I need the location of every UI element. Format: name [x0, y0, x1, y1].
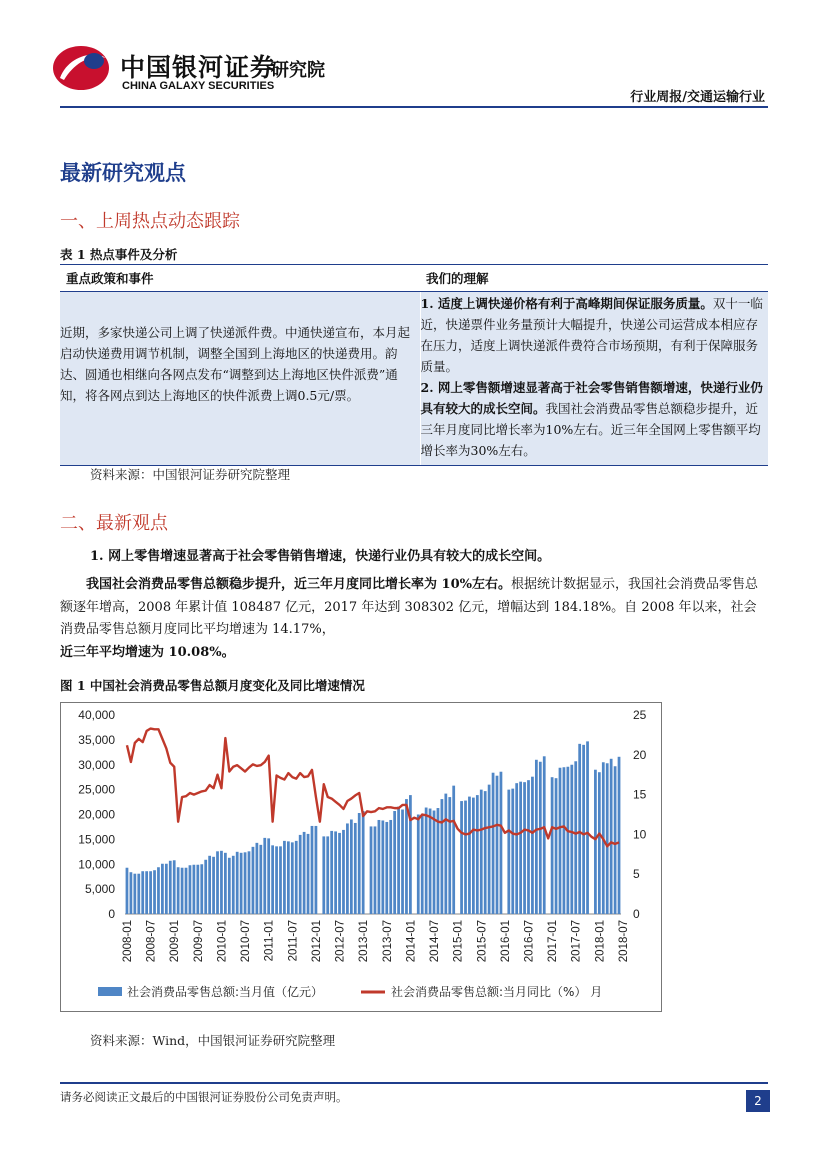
- bar: [271, 845, 274, 914]
- bar: [405, 799, 408, 914]
- bar: [315, 826, 318, 914]
- bar: [173, 860, 176, 914]
- bar: [267, 838, 270, 914]
- galaxy-logo-icon: [50, 38, 112, 96]
- bar: [145, 871, 148, 914]
- y-tick-label: 15,000: [78, 832, 115, 847]
- bar: [157, 867, 160, 914]
- x-tick-label: 2009-01: [169, 920, 182, 963]
- chart-frame: [60, 702, 662, 1012]
- bar: [535, 760, 538, 914]
- bar: [523, 782, 526, 914]
- bar: [476, 795, 479, 914]
- bar: [346, 823, 349, 914]
- bar: [303, 832, 306, 914]
- bar: [358, 813, 361, 914]
- bar: [563, 767, 566, 914]
- bar: [484, 791, 487, 914]
- para-bold-lead: 我国社会消费品零售总额稳步提升，近三年月度同比增长率为 10%左右。: [86, 577, 511, 592]
- x-tick-label: 2016-01: [499, 920, 512, 963]
- y-tick-label: 25,000: [78, 782, 115, 797]
- legend-label-bar: 社会消费品零售总额:当月值（亿元）: [127, 985, 324, 999]
- bar: [578, 744, 581, 914]
- event-text: 近期，多家快递公司上调了快递派件费。中通快递宣布，本月起启动快递费用调节机制，调整全国到上海地区的快递费用。韵达、圆通也相继向各网点发布“调整到达上海地区快件派费”通知，将各网点到达上海地区的快件派费上调0.5元/票。: [60, 325, 411, 403]
- bar: [193, 865, 196, 914]
- bar: [133, 874, 136, 914]
- bar: [559, 768, 562, 914]
- report-type: 行业周报/交通运输行业: [630, 90, 765, 105]
- bar: [185, 868, 188, 914]
- bar: [574, 761, 577, 914]
- bar: [448, 797, 451, 914]
- analysis-cell: [420, 292, 768, 466]
- bar: [570, 765, 573, 914]
- bar: [141, 871, 144, 914]
- bar: [177, 867, 180, 914]
- bar: [531, 777, 534, 914]
- bar: [606, 763, 609, 914]
- x-tick-label: 2012-07: [334, 920, 347, 963]
- x-tick-label: 2014-07: [429, 920, 442, 963]
- bar: [279, 846, 282, 914]
- bar: [421, 815, 424, 915]
- bar: [519, 782, 522, 914]
- y2-tick-label: 0: [633, 907, 640, 921]
- table-header-analysis: 我们的理解: [420, 265, 768, 292]
- x-tick-label: 2012-01: [310, 920, 323, 963]
- bar: [287, 841, 290, 914]
- bar: [153, 870, 156, 914]
- x-tick-label: 2015-07: [476, 920, 489, 963]
- bar: [322, 836, 325, 914]
- analysis-point-1-bold: 1. 适度上调快递价格有利于高峰期间保证服务质量。: [420, 296, 713, 311]
- bar: [224, 853, 227, 914]
- bar: [220, 851, 223, 914]
- bar: [527, 780, 530, 914]
- bar: [342, 830, 345, 914]
- y-tick-label: 20,000: [78, 807, 115, 822]
- y-tick-label: 0: [108, 907, 115, 921]
- page-title: 最新研究观点: [60, 160, 186, 185]
- y-tick-label: 10,000: [78, 857, 115, 872]
- bar: [283, 841, 286, 914]
- disclaimer-text: 请务必阅读正文最后的中国银河证券股份公司免责声明。: [60, 1090, 348, 1104]
- bar: [299, 835, 302, 914]
- bar: [460, 801, 463, 914]
- bar: [256, 843, 259, 914]
- x-tick-label: 2013-01: [358, 920, 371, 963]
- logo-chinese-name: 中国银河证券: [120, 53, 277, 82]
- y-tick-label: 35,000: [78, 732, 115, 747]
- bar: [240, 853, 243, 914]
- analysis-point-1-text: 双十一临近，快递票件业务量预计大幅提升，快递公司运营成本相应存在压力，适度上调快递派件费符合市场预期，有利于保障服务质量。: [420, 296, 763, 374]
- section-heading-2: 二、最新观点: [60, 513, 168, 534]
- bar: [539, 762, 542, 914]
- bar: [492, 773, 495, 914]
- bar: [275, 846, 278, 914]
- analysis-point-2-bold: 2. 网上零售额增速显著高于社会零售销售额增速，快递行业仍具有较大的成长空间。: [420, 380, 763, 416]
- bar: [381, 820, 384, 914]
- bar: [137, 874, 140, 914]
- x-tick-label: 2009-07: [192, 920, 205, 963]
- logo-english-name: CHINA GALAXY SECURITIES: [122, 80, 275, 92]
- brand-logo: [50, 38, 350, 98]
- y-tick-label: 5,000: [84, 882, 115, 897]
- bar: [566, 767, 569, 914]
- x-tick-label: 2014-01: [405, 920, 418, 963]
- bar: [468, 797, 471, 914]
- bar: [161, 864, 164, 914]
- bar: [594, 770, 597, 914]
- bar: [555, 778, 558, 914]
- bar: [252, 847, 255, 914]
- footer-divider: [60, 1082, 768, 1084]
- section-heading-1: 一、上周热点动态跟踪: [60, 211, 240, 232]
- y2-tick-label: 25: [633, 708, 647, 722]
- y2-tick-label: 15: [633, 787, 647, 802]
- bar: [618, 757, 621, 914]
- bar: [212, 857, 215, 914]
- bar: [370, 826, 373, 914]
- figure-source: 资料来源：Wind，中国银河证券研究院整理: [90, 1033, 336, 1048]
- y-tick-label: 30,000: [78, 757, 115, 772]
- bar: [354, 823, 357, 914]
- table-caption: 表 1 热点事件及分析: [60, 247, 178, 262]
- bar: [515, 783, 518, 914]
- bar: [433, 811, 436, 914]
- bar: [444, 794, 447, 914]
- bar: [259, 845, 262, 914]
- x-tick-label: 2008-01: [121, 920, 134, 963]
- page-number: 2: [746, 1090, 770, 1112]
- bar: [586, 741, 589, 914]
- bar: [350, 819, 353, 914]
- bar: [307, 834, 310, 914]
- x-tick-label: 2018-07: [617, 920, 630, 963]
- x-tick-label: 2016-07: [523, 920, 536, 963]
- analysis-point-1: [421, 292, 769, 377]
- analysis-point-2-text: 我国社会消费品零售总额稳步提升，近三年月度同比增长率为10%左右。近三年全国网上零售额平均增长率为30%左右。: [420, 401, 761, 458]
- para-bold-tail: 近三年平均增速为 10.08%。: [60, 644, 235, 660]
- y2-tick-label: 20: [633, 747, 647, 762]
- bar: [582, 745, 585, 914]
- bar: [149, 871, 152, 914]
- y2-tick-label: 5: [633, 867, 640, 882]
- bar: [244, 852, 247, 914]
- bar: [236, 852, 239, 914]
- bar: [169, 861, 172, 914]
- bar: [437, 808, 440, 914]
- bar: [204, 860, 207, 914]
- bar: [311, 826, 314, 914]
- bar: [326, 836, 329, 914]
- bar: [496, 776, 499, 914]
- bar: [385, 822, 388, 914]
- header-divider: [60, 106, 768, 108]
- bar: [200, 864, 203, 914]
- table-header-events: 重点政策和事件: [60, 265, 420, 292]
- x-tick-label: 2013-07: [381, 920, 394, 963]
- x-tick-label: 2017-01: [547, 920, 560, 963]
- bar: [295, 841, 298, 914]
- x-tick-label: 2011-01: [263, 920, 276, 962]
- logo-institute: 研究院: [271, 60, 325, 81]
- x-tick-label: 2010-07: [240, 920, 253, 963]
- bar: [165, 864, 168, 914]
- bar: [441, 799, 444, 914]
- bar: [614, 766, 617, 914]
- legend-label-line: 社会消费品零售总额:当月同比（%） 月: [391, 985, 603, 999]
- x-tick-label: 2018-01: [594, 920, 607, 963]
- bar: [397, 807, 400, 914]
- bar: [130, 872, 133, 914]
- bar: [248, 851, 251, 914]
- bar: [598, 772, 601, 914]
- bar: [393, 811, 396, 914]
- bar: [374, 826, 377, 914]
- bar: [232, 856, 235, 914]
- bar: [610, 759, 613, 914]
- bar: [417, 815, 420, 915]
- x-tick-label: 2017-07: [570, 920, 583, 963]
- bar: [291, 842, 294, 914]
- x-tick-label: 2010-01: [216, 920, 229, 963]
- body-paragraph: [60, 574, 768, 664]
- y2-tick-label: 10: [633, 827, 647, 842]
- x-tick-label: 2015-01: [452, 920, 465, 963]
- figure-caption: 图 1 中国社会消费品零售总额月度变化及同比增速情况: [60, 678, 365, 693]
- analysis-point-2: [421, 377, 769, 461]
- bar: [189, 865, 192, 914]
- bar: [429, 809, 432, 914]
- retail-sales-chart: [61, 703, 661, 1011]
- bar: [216, 851, 219, 914]
- bar: [334, 831, 337, 914]
- bar: [507, 790, 510, 914]
- bar: [330, 831, 333, 914]
- bar: [551, 777, 554, 914]
- bar: [263, 838, 266, 914]
- bar: [362, 811, 365, 914]
- bar: [425, 808, 428, 914]
- bar: [500, 772, 503, 914]
- bar: [488, 785, 491, 914]
- bar: [480, 790, 483, 914]
- section-2-subheading: 1. 网上零售增速显著高于社会零售销售增速，快递行业仍具有较大的成长空间。: [90, 549, 551, 564]
- x-tick-label: 2011-07: [287, 920, 300, 962]
- bar: [228, 858, 231, 914]
- bar: [126, 868, 129, 914]
- y-tick-label: 40,000: [78, 708, 115, 722]
- bar: [472, 798, 475, 914]
- bar: [543, 756, 546, 914]
- bar: [401, 810, 404, 914]
- para-body: 根据统计数据显示，我国社会消费品零售总额逐年增高，2008 年累计值 108487 亿元，2017 年达到 308302 亿元，增幅达到 184.18%。自 2008 年以来，社会消费品零售总额月度同比平均增速为 14.17%，: [60, 577, 758, 637]
- hot-events-table: [60, 264, 768, 466]
- table-row: [60, 292, 768, 466]
- bar: [196, 865, 199, 914]
- event-cell: [60, 292, 420, 466]
- bar: [378, 820, 381, 914]
- bar: [208, 856, 211, 914]
- bar: [464, 801, 467, 914]
- x-tick-label: 2008-07: [145, 920, 158, 963]
- bar: [181, 868, 184, 914]
- legend-swatch-bar: [98, 987, 122, 996]
- table-source: 资料来源：中国银河证券研究院整理: [90, 467, 291, 482]
- table-header-row: [60, 265, 768, 292]
- bar: [338, 833, 341, 914]
- bar: [452, 786, 455, 914]
- bar: [389, 820, 392, 914]
- bar: [511, 789, 514, 914]
